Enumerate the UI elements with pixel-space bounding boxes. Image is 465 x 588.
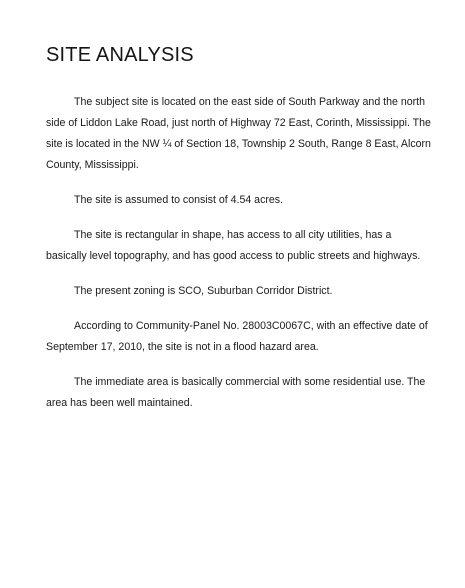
paragraph-site-shape: The site is rectangular in shape, has access to all city utilities, has a basically level topography, and has good access to public streets and highways.: [46, 229, 421, 262]
paragraph-flood-hazard: According to Community-Panel No. 28003C0067C, with an effective date of September 17, 2010, the site is not in a flood hazard area.: [46, 320, 428, 353]
document-body: [46, 92, 432, 414]
paragraph-immediate-area: The immediate area is basically commercial with some residential use. The area has been well maintained.: [46, 376, 426, 409]
paragraph-site-location: The subject site is located on the east side of South Parkway and the north side of Liddon Lake Road, just north of Highway 72 East, Corinth, Mississippi. The site is located in the NW ¼ of Section 18, Township 2 South, Range 8 East, Alcorn County, Mississippi.: [46, 96, 431, 171]
paragraph-zoning: The present zoning is SCO, Suburban Corridor District.: [74, 285, 333, 297]
paragraph-site-size: The site is assumed to consist of 4.54 acres.: [74, 194, 284, 206]
page-title: SITE ANALYSIS: [46, 44, 194, 66]
